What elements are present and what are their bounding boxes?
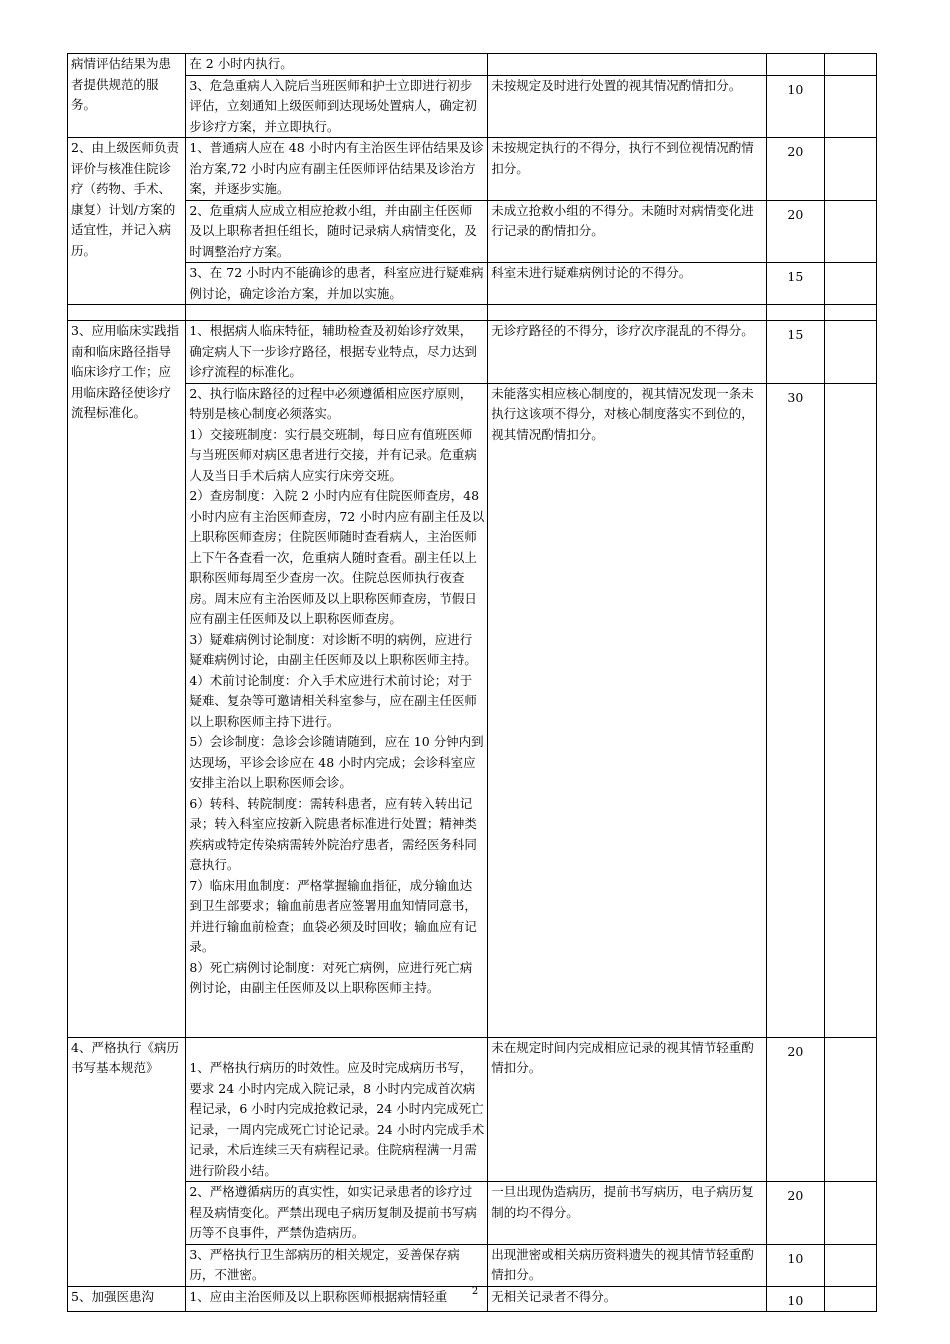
requirement-cell [186, 200, 488, 263]
requirement-cell [186, 1182, 488, 1245]
requirement-text: 在 2 小时内执行。 [189, 56, 293, 71]
score-cell [766, 138, 824, 201]
requirement-cell [186, 263, 488, 305]
empty-cell [824, 138, 876, 201]
criterion-cell: 5、加强医患沟 [68, 1286, 186, 1312]
spacer-row [68, 305, 877, 321]
requirement-cell [186, 1037, 488, 1182]
deduction-cell: 未按规定及时进行处置的视其情况酌情扣分。 [488, 75, 767, 138]
criterion-cell: 病情评估结果为患者提供规范的服务。 [68, 54, 186, 138]
requirement-cell [186, 383, 488, 1037]
requirement-cell [186, 1244, 488, 1286]
criterion-cell: 4、严格执行《病历书写基本规范》 [68, 1037, 186, 1286]
requirement-cell [186, 54, 488, 76]
score-cell [766, 383, 824, 1037]
requirement-text: 1、严格执行病历的时效性。应及时完成病历书写，要求 24 小时内完成入院记录，8 小时内完成首次病程记录，6 小时内完成抢救记录，24 小时内完成死亡记录，一周内完成死亡讨论记录。24 小时内完成手术记录，术后连续三天有病程记录。住院病程满一月需进行阶段小结。 [189, 1060, 485, 1178]
score-value: 30 [787, 389, 804, 405]
empty-cell [488, 305, 767, 321]
requirement-text: 1、应由主治医师及以上职称医师根据病情轻重 [189, 1288, 448, 1304]
score-value: 20 [787, 144, 804, 159]
criterion-cell: 3、应用临床实践指南和临床路径指导临床诊疗工作；应用临床路径使诊疗流程标准化。 [68, 321, 186, 1038]
table-row [68, 138, 877, 201]
criterion-cell: 2、由上级医师负责评价与核准住院诊疗（药物、手术、康复）计划/方案的适宜性，并记入病历。 [68, 138, 186, 305]
empty-cell [824, 75, 876, 138]
table-row [68, 200, 877, 263]
requirement-text: 1）交接班制度：实行晨交班制，每日应有值班医师与当班医师对病区患者进行交接，并有记录。危重病人及当日手术后病人应实行床旁交班。 [189, 426, 477, 483]
deduction-cell: 科室未进行疑难病例讨论的不得分。 [488, 263, 767, 305]
empty-cell [766, 305, 824, 321]
empty-cell [824, 321, 876, 384]
score-value: 20 [787, 1043, 804, 1059]
requirement-text: 2、严格遵循病历的真实性，如实记录患者的诊疗过程及病情变化。严禁出现电子病历复制及提前书写病历等不良事件，严禁伪造病历。 [189, 1184, 477, 1240]
page-number: 2 [471, 1286, 479, 1297]
requirement-cell [186, 75, 488, 138]
empty-cell [824, 1244, 876, 1286]
deduction-cell: 未按规定执行的不得分，执行不到位视情况酌情扣分。 [488, 138, 767, 201]
empty-cell [824, 200, 876, 263]
requirement-text: 6）转科、转院制度：需转科患者，应有转入转出记录；转入科室应按新入院患者标准进行处置；精神类疾病或特定传染病需转外院治疗患者，需经医务科同意执行。 [189, 795, 477, 872]
requirement-text [189, 1038, 484, 1059]
score-value: 15 [787, 327, 804, 342]
deduction-cell: 未能落实相应核心制度的，视其情况发现一条未执行这该项不得分，对核心制度落实不到位的，视其情况酌情扣分。 [488, 383, 767, 1037]
deduction-cell: 无诊疗路径的不得分，诊疗次序混乱的不得分。 [488, 321, 767, 384]
empty-cell [824, 54, 876, 76]
requirement-cell [186, 321, 488, 384]
requirement-cell [186, 138, 488, 201]
score-value: 15 [787, 269, 804, 284]
deduction-cell: 无相关记录者不得分。 [488, 1286, 767, 1312]
requirement-text: 1、普通病人应在 48 小时内有主治医生评估结果及诊治方案,72 小时内应有副主任医师评估结果及诊治方案，并逐步实施。 [189, 140, 484, 196]
requirement-text: 1、根据病人临床特征，辅助检查及初始诊疗效果，确定病人下一步诊疗路径，根据专业特点，尽力达到诊疗流程的标准化。 [189, 323, 477, 379]
score-cell [766, 321, 824, 384]
empty-cell [824, 1037, 876, 1182]
requirement-text: 4）术前讨论制度：介入手术应进行术前讨论；对于疑难、复杂等可邀请相关科室参与，应在副主任医师以上职称医师主持下进行。 [189, 672, 477, 729]
empty-cell [824, 1182, 876, 1245]
requirement-text: 2）查房制度：入院 2 小时内应有住院医师查房，48 小时内应有主治医师查房，72 小时内应有副主任及以上职称医师查房；住院医师随时查看病人，主治医师上下午各查看一次，危重病人随时查看。副主任以上职称医师每周至少查房一次。住院总医师执行夜查房。周末应有主治医师及以上职称医师查房，节假日应有副主任医师及以上职称医师查房。 [189, 488, 485, 626]
table-row [68, 1037, 877, 1182]
requirement-text: 2、危重病人应成立相应抢救小组，并由副主任医师及以上职称者担任组长，随时记录病人病情变化，及时调整治疗方案。 [189, 202, 477, 259]
score-cell [766, 75, 824, 138]
deduction-cell: 未成立抢救小组的不得分。未随时对病情变化进行记录的酌情扣分。 [488, 200, 767, 263]
table-row [68, 75, 877, 138]
deduction-cell: 一旦出现伪造病历，提前书写病历，电子病历复制的均不得分。 [488, 1182, 767, 1245]
score-cell [766, 263, 824, 305]
score-cell [766, 200, 824, 263]
score-value: 10 [787, 81, 804, 97]
empty-cell [824, 305, 876, 321]
deduction-cell: 出现泄密或相关病历资料遗失的视其情节轻重酌情扣分。 [488, 1244, 767, 1286]
requirement-text: 7）临床用血制度：严格掌握输血指征，成分输血达到卫生部要求；输血前患者应签署用血知情同意书，并进行输血前检查；血袋必须及时回收；输血应有记录。 [189, 877, 477, 954]
score-value: 10 [787, 1250, 804, 1266]
table-row [68, 1182, 877, 1245]
requirement-text: 3）疑难病例讨论制度：对诊断不明的病例，应进行疑难病例讨论，由副主任医师及以上职称医师主持。 [189, 631, 477, 667]
score-cell [766, 1182, 824, 1245]
table-row [68, 1244, 877, 1286]
score-value: 20 [787, 206, 804, 222]
empty-cell [824, 383, 876, 1037]
score-cell [766, 54, 824, 76]
score-value: 20 [787, 1188, 804, 1203]
requirement-text: 5）会诊制度：急诊会诊随请随到，应在 10 分钟内到达现场，平诊会诊应在 48 小时内完成；会诊科室应安排主治以上职称医师会诊。 [189, 734, 484, 790]
empty-cell [824, 263, 876, 305]
table-row [68, 383, 877, 1037]
score-value: 10 [787, 1292, 804, 1308]
score-cell [766, 1244, 824, 1286]
requirement-text: 8）死亡病例讨论制度：对死亡病例，应进行死亡病例讨论，由副主任医师及以上职称医师主持。 [189, 959, 473, 995]
empty-cell [186, 305, 488, 321]
score-cell [766, 1037, 824, 1182]
requirement-text: 3、在 72 小时内不能确诊的患者，科室应进行疑难病例讨论，确定诊治方案，并加以实施。 [189, 265, 484, 301]
table-row [68, 321, 877, 384]
empty-cell [68, 305, 186, 321]
requirement-text: 3、严格执行卫生部病历的相关规定，妥善保存病历，不泄密。 [189, 1246, 460, 1282]
assessment-table [67, 53, 877, 1312]
requirement-text: 2、执行临床路径的过程中必须遵循相应医疗原则，特别是核心制度必须落实。 [189, 385, 473, 421]
table-row [68, 54, 877, 76]
requirement-text: 3、危急重病人入院后当班医师和护士立即进行初步评估，立刻通知上级医师到达现场处置病人，确定初步诊疗方案，并立即执行。 [189, 77, 477, 134]
table-row [68, 263, 877, 305]
deduction-cell [488, 54, 767, 76]
deduction-cell: 未在规定时间内完成相应记录的视其情节轻重酌情扣分。 [488, 1037, 767, 1182]
